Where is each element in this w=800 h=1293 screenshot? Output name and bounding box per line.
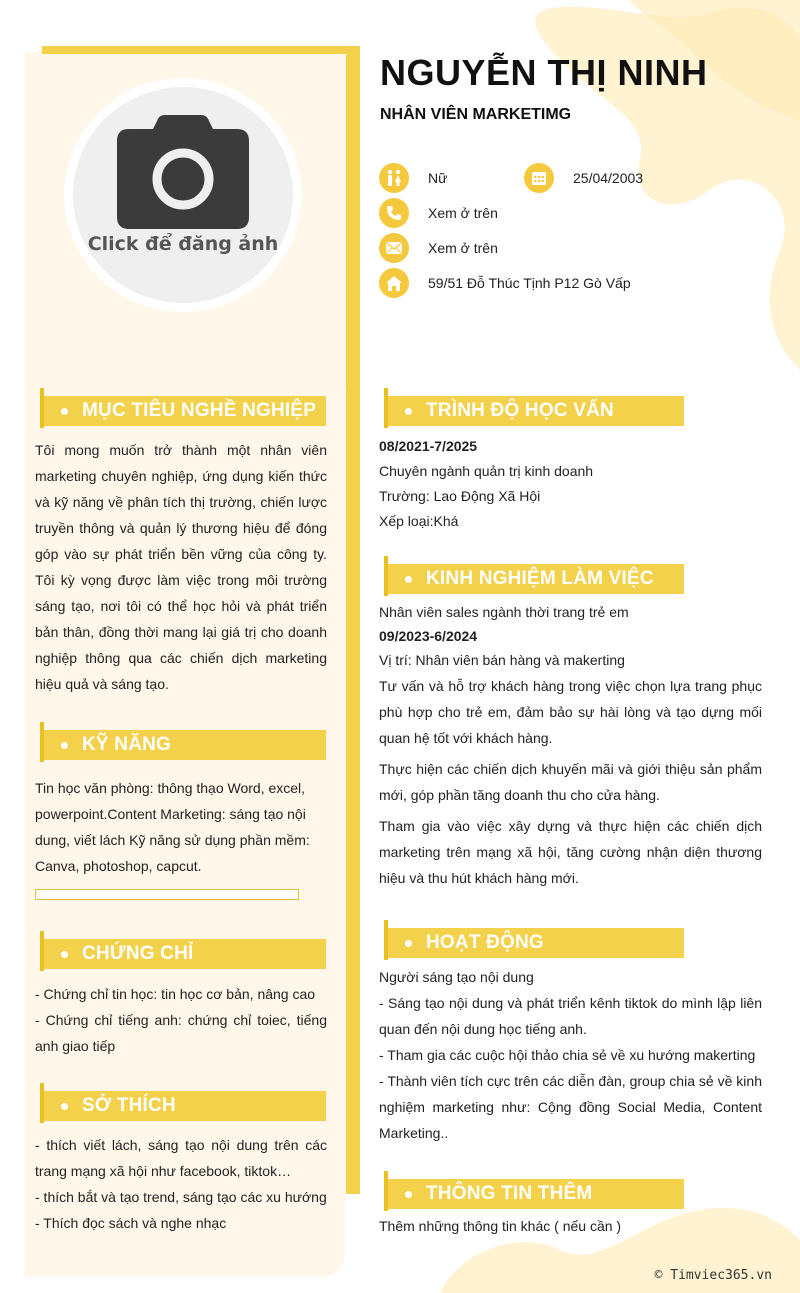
section-certificates-title: CHỨNG CHỈ xyxy=(82,943,194,964)
address-row xyxy=(379,268,631,298)
address-value: 59/51 Đỗ Thúc Tịnh P12 Gò Vấp xyxy=(428,275,631,291)
home-icon xyxy=(379,268,409,298)
education-grade: Xếp loại:Khá xyxy=(379,513,459,529)
section-activities-title: HOẠT ĐỘNG xyxy=(426,932,544,953)
experience-entry xyxy=(379,600,762,672)
avatar-upload-label: Click để đăng ảnh xyxy=(87,233,279,255)
skills-text: Tin học văn phòng: thông thạo Word, excel, powerpoint.Content Marketing: sáng tạo nội dung, viết lách Kỹ năng sử dụng phần mềm: Canva, photoshop, capcut. xyxy=(35,780,310,874)
list-item: Tham gia vào việc xây dựng và thực hiện các chiến dịch marketing trên mạng xã hội, tăng cường nhận diện thương hiệu và thu hút khách hàng mới. xyxy=(379,818,762,886)
accent-bar-top xyxy=(42,46,360,54)
job-title: NHÂN VIÊN MARKETIMG xyxy=(380,106,572,123)
gender-row xyxy=(379,163,447,193)
accent-bar-right xyxy=(346,46,360,1194)
education-period: 08/2021-7/2025 xyxy=(379,438,478,454)
email-row xyxy=(379,233,498,263)
hobbies-list xyxy=(35,1132,327,1236)
activities-role: Người sáng tạo nội dung xyxy=(379,969,534,985)
objective-text: Tôi mong muốn trở thành một nhân viên marketing chuyên nghiệp, ứng dụng kiến thức và kỹ năng về phân tích thị trường, chiến lược truyền thông và quản lý thương hiệu để đóng góp vào sự phát triển bền vững của công ty. Tôi kỳ vọng được làm việc trong môi trường sáng tạo, nơi tôi có thể học hỏi và phát triển bản thân, đồng thời mang lại giá trị cho doanh nghiệp thông qua các chiến dịch marketing hiệu quả và sáng tạo. xyxy=(35,442,327,692)
education-entry xyxy=(379,434,764,534)
section-skills-title: KỸ NĂNG xyxy=(82,734,172,755)
skill-level-bar xyxy=(35,889,299,900)
calendar-icon xyxy=(524,163,554,193)
bullet-dot xyxy=(405,940,412,947)
list-item: - Thích đọc sách và nghe nhạc xyxy=(35,1215,227,1231)
bullet-dot xyxy=(61,408,68,415)
list-item: Tư vấn và hỗ trợ khách hàng trong việc chọn lựa trang phục phù hợp cho trẻ em, đảm bảo sự hài lòng và tạo dựng mối quan hệ tốt với khách hàng. xyxy=(379,678,762,746)
list-item: - thích bắt và tạo trend, sáng tạo các xu hướng xyxy=(35,1189,327,1205)
footer-watermark: © Timviec365.vn xyxy=(654,1268,772,1283)
certificates-list xyxy=(35,981,327,1059)
bullet-dot xyxy=(405,576,412,583)
bullet-dot xyxy=(61,951,68,958)
list-item: - Tham gia các cuộc hội thảo chia sẻ về xu hướng makerting xyxy=(379,1047,756,1063)
birthdate-row xyxy=(524,163,643,193)
bullet-dot xyxy=(405,1191,412,1198)
section-education-title: TRÌNH ĐỘ HỌC VẤN xyxy=(426,400,614,421)
education-school: Trường: Lao Động Xã Hội xyxy=(379,488,541,504)
phone-icon xyxy=(379,198,409,228)
list-item: Thực hiện các chiến dịch khuyến mãi và giới thiệu sản phẩm mới, góp phần tăng doanh thu cho cửa hàng. xyxy=(379,761,762,803)
candidate-name: NGUYỄN THỊ NINH xyxy=(380,52,708,93)
camera-icon xyxy=(117,115,249,229)
email-icon xyxy=(379,233,409,263)
section-experience-title: KINH NGHIỆM LÀM VIỆC xyxy=(426,568,654,589)
phone-value: Xem ở trên xyxy=(428,205,498,221)
additional-text: Thêm những thông tin khác ( nếu cần ) xyxy=(379,1218,622,1234)
section-additional-title: THÔNG TIN THÊM xyxy=(426,1183,593,1204)
gender-icon xyxy=(379,163,409,193)
bullet-dot xyxy=(61,1103,68,1110)
section-objective-title: MỤC TIÊU NGHỀ NGHIỆP xyxy=(82,400,317,421)
experience-period: 09/2023-6/2024 xyxy=(379,628,478,644)
email-value: Xem ở trên xyxy=(428,240,498,256)
experience-company: Nhân viên sales ngành thời trang trẻ em xyxy=(379,604,629,620)
education-major: Chuyên ngành quản trị kinh doanh xyxy=(379,463,594,479)
list-item: - Thành viên tích cực trên các diễn đàn, group chia sẻ về kinh nghiệm marketing như: Cộng đồng Social Media, Content Marketing.. xyxy=(379,1073,762,1141)
section-hobbies-title: SỞ THÍCH xyxy=(82,1095,176,1116)
phone-row xyxy=(379,198,498,228)
avatar-upload[interactable] xyxy=(64,78,302,312)
bullet-dot xyxy=(61,742,68,749)
experience-duties xyxy=(379,673,762,891)
birthdate-value: 25/04/2003 xyxy=(573,170,644,186)
experience-position: Vị trí: Nhân viên bán hàng và makerting xyxy=(379,652,625,668)
activities-list xyxy=(379,964,762,1146)
list-item: - Chứng chỉ tiếng anh: chứng chỉ toiec, tiếng anh giao tiếp xyxy=(35,1012,327,1054)
list-item: - Sáng tạo nội dung và phát triển kênh tiktok do mình lập liên quan đến nội dung học tiếng anh. xyxy=(379,995,762,1037)
list-item: - Chứng chỉ tin học: tin học cơ bản, nâng cao xyxy=(35,986,316,1002)
bullet-dot xyxy=(405,408,412,415)
gender-value: Nữ xyxy=(428,170,448,186)
list-item: - thích viết lách, sáng tạo nội dung trên các trang mạng xã hội như facebook, tiktok… xyxy=(35,1137,327,1179)
